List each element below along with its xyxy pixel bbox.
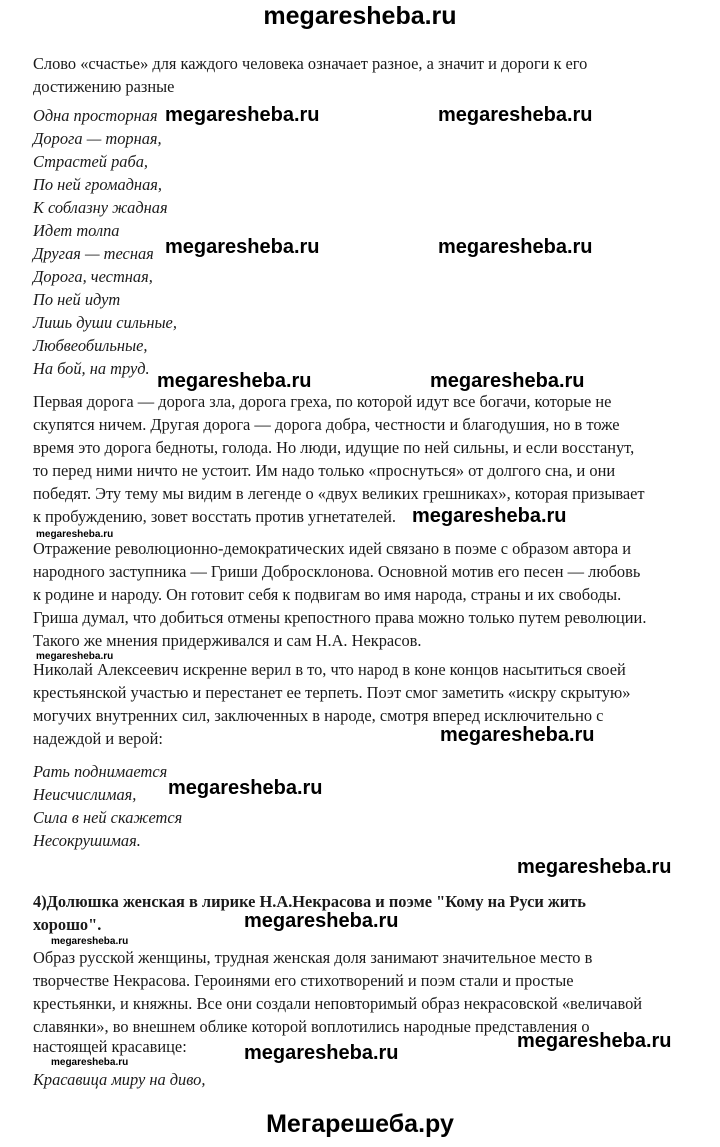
- watermark: megaresheba.ru: [438, 104, 593, 126]
- watermark: megaresheba.ru: [244, 1042, 399, 1064]
- text-line: к родине и народу. Он готовит себя к подвигам во имя народа, страны и их свободы.: [33, 585, 622, 604]
- poem-line: Идет толпа: [33, 221, 120, 240]
- poem-line: Красавица миру на диво,: [33, 1070, 206, 1089]
- watermark: megaresheba.ru: [36, 651, 114, 662]
- text-line: к пробуждению, зовет восстать против угнетателей.: [33, 507, 396, 526]
- poem-line: Лишь души сильные,: [33, 313, 177, 332]
- site-header: megaresheba.ru: [263, 2, 457, 30]
- text-line: надеждой и верой:: [33, 729, 163, 748]
- text-line: могучих внутренних сил, заключенных в народе, смотря вперед исключительно с: [33, 706, 604, 725]
- watermark: megaresheba.ru: [430, 370, 585, 392]
- watermark: megaresheba.ru: [157, 370, 312, 392]
- section-heading: 4)Долюшка женская в лирике Н.А.Некрасова и поэме "Кому на Руси жить: [33, 892, 586, 911]
- watermark: megaresheba.ru: [517, 1030, 672, 1052]
- poem-line: На бой, на труд.: [33, 359, 150, 378]
- poem-line: Несокрушимая.: [33, 831, 141, 850]
- poem-line: Другая — тесная: [33, 244, 154, 263]
- watermark: megaresheba.ru: [165, 236, 320, 258]
- poem-line: Любвеобильные,: [33, 336, 148, 355]
- text-line: Слово «счастье» для каждого человека означает разное, а значит и дороги к его: [33, 54, 588, 73]
- watermark: megaresheba.ru: [438, 236, 593, 258]
- site-footer: Мегарешеба.ру: [266, 1110, 454, 1138]
- poem-line: По ней идут: [33, 290, 121, 309]
- poem-line: Дорога — торная,: [33, 129, 162, 148]
- watermark: megaresheba.ru: [517, 856, 672, 878]
- text-line: то перед ними ничто не устоит. Им надо только «проснуться» от долгого сна, и они: [33, 461, 616, 480]
- watermark: megaresheba.ru: [412, 505, 567, 527]
- text-line: крестьянской участью и перестанет ее терпеть. Поэт смог заметить «искру скрытую»: [33, 683, 631, 702]
- poem-line: Сила в ней скажется: [33, 808, 183, 827]
- poem-line: Одна просторная: [33, 106, 158, 125]
- text-line: Такого же мнения придерживался и сам Н.А. Некрасов.: [33, 631, 422, 650]
- watermark: megaresheba.ru: [168, 777, 323, 799]
- text-line: творчестве Некрасова. Героинями его стихотворений и поэм стали и простые: [33, 971, 574, 990]
- watermark: megaresheba.ru: [244, 910, 399, 932]
- text-line: Первая дорога — дорога зла, дорога греха, по которой идут все богачи, которые не: [33, 392, 612, 411]
- text-line: Отражение революционно-демократических идей связано в поэме с образом автора и: [33, 539, 632, 558]
- text-line: победят. Эту тему мы видим в легенде о «двух великих грешниках», которая призывает: [33, 484, 645, 503]
- watermark: megaresheba.ru: [165, 104, 320, 126]
- text-line: Гриша думал, что добиться отмены крепостного права можно только путем революции.: [33, 608, 647, 627]
- section-heading: хорошо".: [33, 915, 102, 934]
- text-line: настоящей красавице:: [33, 1037, 187, 1056]
- text-line: народного заступника — Гриши Добросклонова. Основной мотив его песен — любовь: [33, 562, 641, 581]
- watermark: megaresheba.ru: [51, 936, 129, 947]
- poem-line: Рать поднимается: [33, 762, 168, 781]
- poem-line: К соблазну жадная: [33, 198, 168, 217]
- text-line: славянки», во внешнем облике которой воплотились народные представления о: [33, 1017, 590, 1036]
- poem-line: Страстей раба,: [33, 152, 148, 171]
- watermark: megaresheba.ru: [51, 1057, 129, 1068]
- text-line: крестьянки, и княжны. Все они создали неповторимый образ некрасовской «величавой: [33, 994, 643, 1013]
- poem-line: Дорога, честная,: [33, 267, 153, 286]
- text-line: достижению разные: [33, 77, 175, 96]
- poem-line: По ней громадная,: [33, 175, 162, 194]
- text-line: Николай Алексеевич искренне верил в то, что народ в коне концов насытиться своей: [33, 660, 626, 679]
- poem-line: Неисчислимая,: [33, 785, 137, 804]
- watermark: megaresheba.ru: [36, 529, 114, 540]
- text-line: скупятся ничем. Другая дорога — дорога добра, честности и благодушия, но в тоже: [33, 415, 620, 434]
- text-line: Образ русской женщины, трудная женская доля занимают значительное место в: [33, 948, 593, 967]
- text-line: время это дорога бедноты, голода. Но люди, идущие по ней сильны, и если восстанут,: [33, 438, 635, 457]
- watermark: megaresheba.ru: [440, 724, 595, 746]
